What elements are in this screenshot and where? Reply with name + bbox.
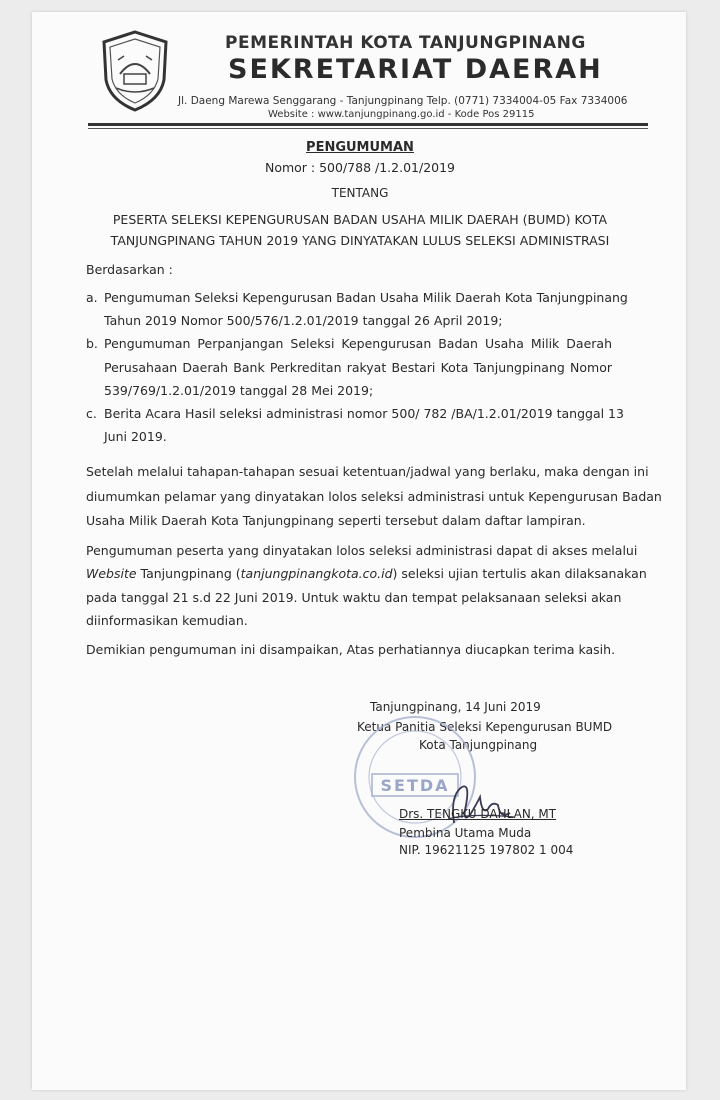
signer-position-line-2: Kota Tanjungpinang xyxy=(419,738,538,752)
paragraph-2-line-4: diinformasikan kemudian. xyxy=(86,613,248,628)
website-word: Website xyxy=(86,566,137,581)
item-c-line-2: Juni 2019. xyxy=(104,429,167,444)
office-name: SEKRETARIAT DAERAH xyxy=(228,54,603,85)
closing-paragraph: Demikian pengumuman ini disampaikan, Atas perhatiannya diucapkan terima kasih. xyxy=(86,642,616,657)
item-b-line-3: 539/769/1.2.01/2019 tanggal 28 Mei 2019; xyxy=(104,383,374,398)
item-a-line-2: Tahun 2019 Nomor 500/576/1.2.01/2019 tanggal 26 April 2019; xyxy=(104,313,503,328)
page-title: PENGUMUMAN xyxy=(306,140,414,155)
item-a-line-1: Pengumuman Seleksi Kepengurusan Badan Usaha Milik Daerah Kota Tanjungpinang xyxy=(104,290,628,305)
item-c-line-1: Berita Acara Hasil seleksi administrasi nomor 500/ 782 /BA/1.2.01/2019 tanggal 13 xyxy=(104,406,624,421)
office-address: Jl. Daeng Marewa Senggarang - Tanjungpinang Telp. (0771) 7334004-05 Fax 7334006 xyxy=(178,95,628,107)
item-label-c: c. xyxy=(86,406,97,421)
website-link[interactable]: tanjungpinangkota.co.id xyxy=(240,566,393,581)
city-emblem-icon xyxy=(100,30,170,112)
item-b-line-2: Perusahaan Daerah Bank Perkreditan rakyat Bestari Kota Tanjungpinang Nomor xyxy=(104,360,612,375)
letterhead-rule-thick xyxy=(88,123,648,126)
government-name: PEMERINTAH KOTA TANJUNGPINANG xyxy=(225,33,586,53)
stamp-text: SETDA xyxy=(380,776,450,795)
office-website: Website : www.tanjungpinang.go.id - Kode Pos 29115 xyxy=(268,109,535,120)
paragraph-1-line-1: Setelah melalui tahapan-tahapan sesuai ketentuan/jadwal yang berlaku, maka dengan ini xyxy=(86,464,649,479)
berdasarkan-label: Berdasarkan : xyxy=(86,262,173,277)
signer-nip: NIP. 19621125 197802 1 004 xyxy=(399,843,574,857)
paragraph-2-line-3: pada tanggal 21 s.d 22 Juni 2019. Untuk waktu dan tempat pelaksanaan seleksi akan xyxy=(86,590,622,605)
announcement-number: Nomor : 500/788 /1.2.01/2019 xyxy=(264,160,455,175)
item-b-line-1: Pengumuman Perpanjangan Seleksi Kepengurusan Badan Usaha Milik Daerah xyxy=(104,336,612,351)
item-label-a: a. xyxy=(86,290,98,305)
subject-line-2: TANJUNGPINANG TAHUN 2019 YANG DINYATAKAN LULUS SELEKSI ADMINISTRASI xyxy=(110,233,610,248)
item-label-b: b. xyxy=(86,336,98,351)
signer-rank: Pembina Utama Muda xyxy=(399,826,532,840)
place-date: Tanjungpinang, 14 Juni 2019 xyxy=(370,700,541,714)
letterhead-rule-thin xyxy=(88,128,648,129)
paragraph-1-line-3: Usaha Milik Daerah Kota Tanjungpinang seperti tersebut dalam daftar lampiran. xyxy=(86,513,586,528)
paragraph-2-line-1: Pengumuman peserta yang dinyatakan lolos seleksi administrasi dapat di akses melalui xyxy=(86,543,638,558)
signer-name: Drs. TENGKU DAHLAN, MT xyxy=(399,807,557,821)
paragraph-2-line-2: Website Tanjungpinang (tanjungpinangkota.co.id) seleksi ujian tertulis akan dilaksanakan xyxy=(86,566,647,581)
paragraph-1-line-2: diumumkan pelamar yang dinyatakan lolos seleksi administrasi untuk Kepengurusan Badan xyxy=(86,489,662,504)
signer-position-line-1: Ketua Panitia Seleksi Kepengurusan BUMD xyxy=(357,720,613,734)
tentang-label: TENTANG xyxy=(331,186,389,200)
subject-line-1: PESERTA SELEKSI KEPENGURUSAN BADAN USAHA MILIK DAERAH (BUMD) KOTA xyxy=(112,212,608,227)
